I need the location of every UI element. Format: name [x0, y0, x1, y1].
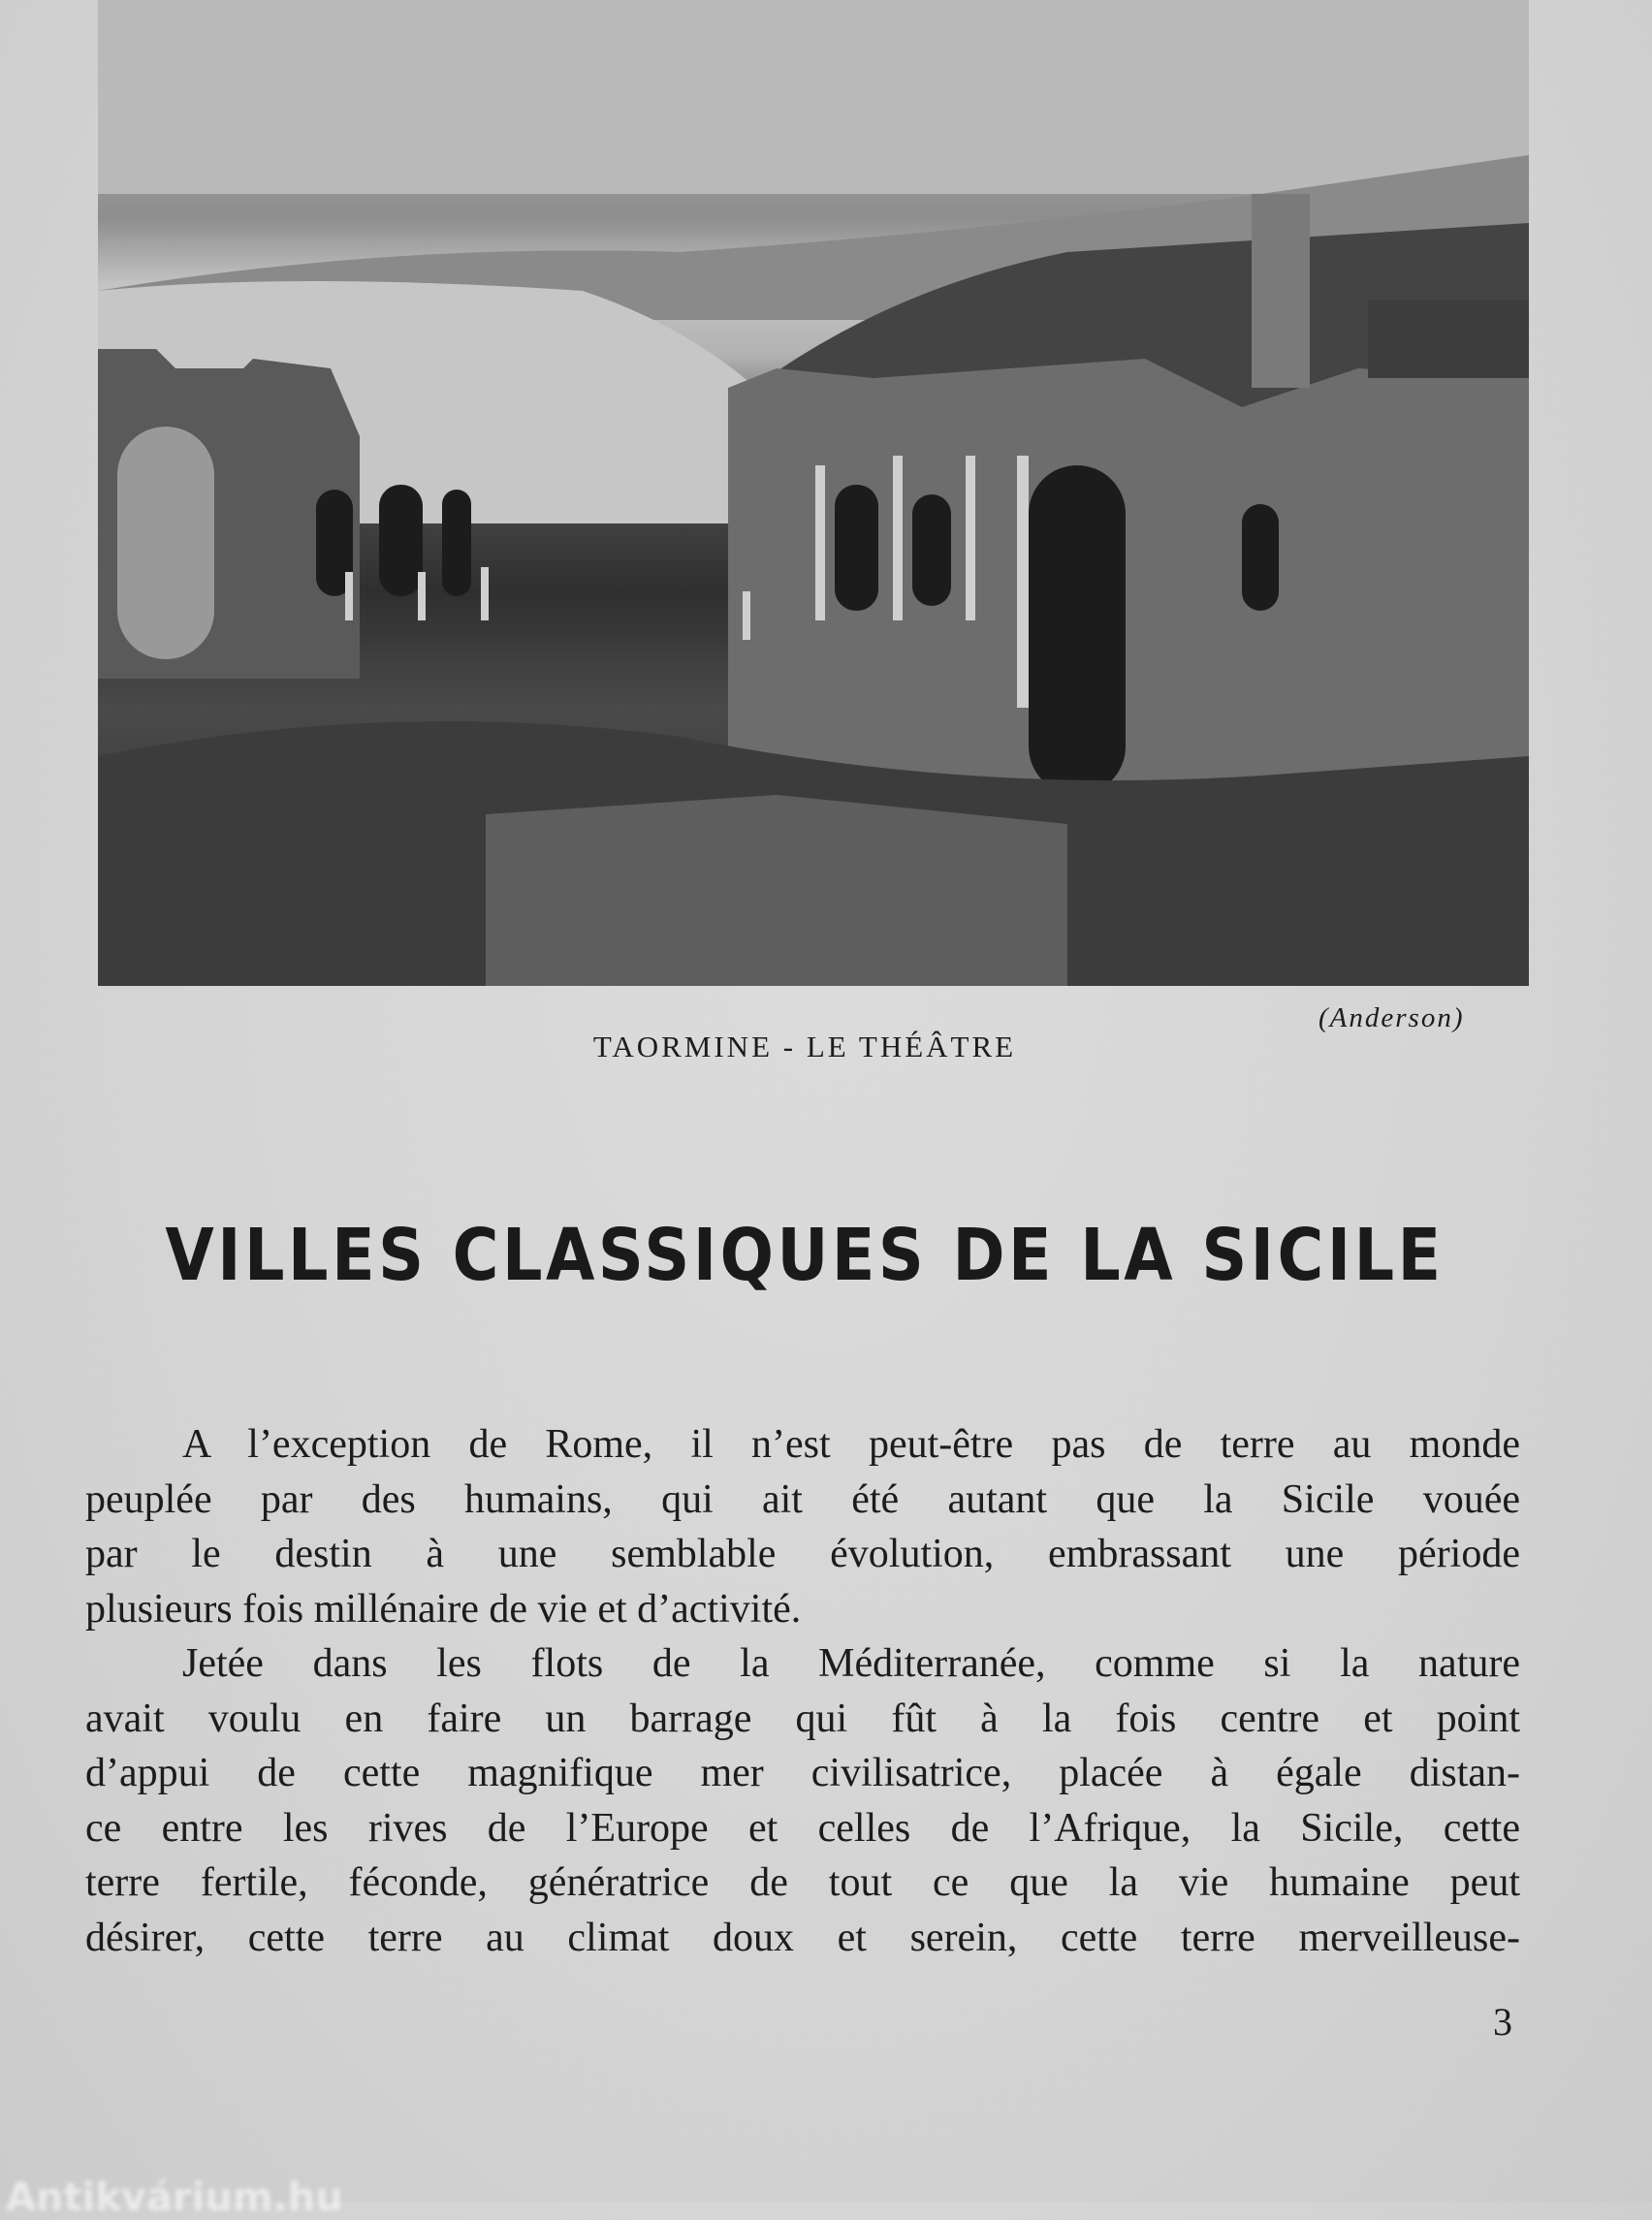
text-line: Jetée dans les flots de la Méditerranée, comme si la nature — [182, 1641, 1520, 1686]
text-line: avait voulu en faire un barrage qui fût à la fois centre et point — [85, 1696, 1520, 1741]
photo-caption: TAORMINE - LE THÉÂTRE — [592, 1030, 1017, 1063]
photo-credit: (Anderson) — [1318, 1002, 1465, 1033]
paragraph-2 — [85, 1636, 1520, 1965]
taormina-theatre-photo — [98, 0, 1529, 986]
text-line: plusieurs fois millénaire de vie et d’activité. — [85, 1586, 802, 1632]
text-line: ce entre les rives de l’Europe et celles de l’Afrique, la Sicile, cette — [85, 1805, 1520, 1851]
page-number: 3 — [1493, 2000, 1512, 2044]
body-text — [85, 1417, 1520, 1965]
chapter-title: VILLES CLASSIQUES DE LA SICILE — [165, 1214, 1445, 1297]
text-line: désirer, cette terre au climat doux et serein, cette terre merveilleuse- — [85, 1915, 1520, 1960]
watermark: Antikvárium.hu — [6, 2175, 343, 2220]
text-line: d’appui de cette magnifique mer civilisatrice, placée à égale distan- — [85, 1751, 1520, 1795]
paragraph-1 — [85, 1417, 1520, 1636]
text-line: terre fertile, féconde, génératrice de tout ce que la vie humaine peut — [85, 1860, 1520, 1905]
text-line: A l’exception de Rome, il n’est peut-être pas de terre au monde — [182, 1422, 1520, 1467]
text-line: peuplée par des humains, qui ait été autant que la Sicile vouée — [85, 1476, 1520, 1522]
text-line: par le destin à une semblable évolution, embrassant une période — [85, 1532, 1520, 1576]
